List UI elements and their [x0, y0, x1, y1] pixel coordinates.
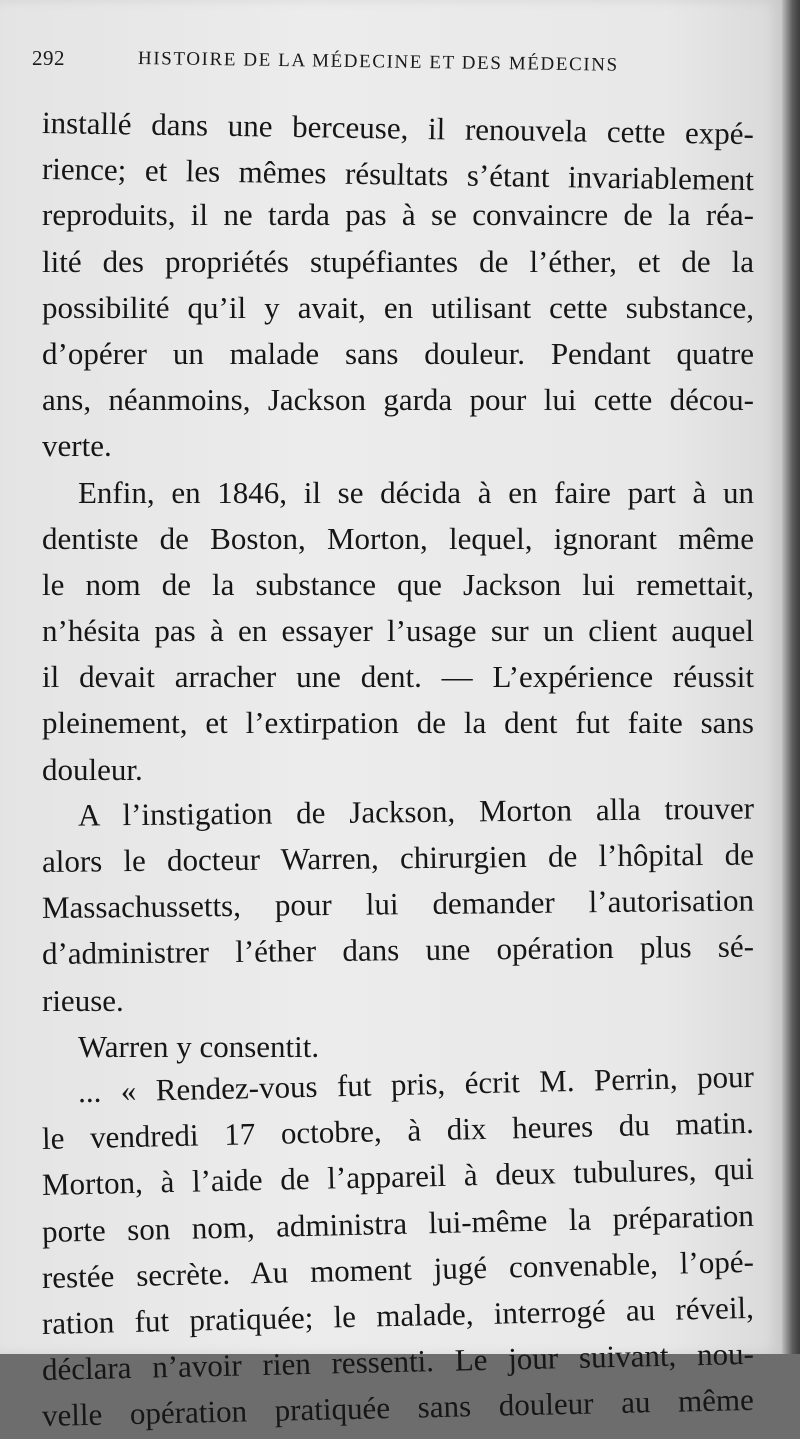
- text-line: porte son nom, administra lui-même la préparation: [41, 1197, 755, 1249]
- text-line: rieuse.: [42, 982, 124, 1018]
- text-line: velle opération pratiquée sans douleur au même: [41, 1382, 755, 1434]
- text-line: alors le docteur Warren, chirurgien de l’hôpital de: [41, 836, 755, 879]
- text-line: Morton, à l’aide de l’appareil à deux tubulures, qui: [41, 1151, 755, 1203]
- text-line: possibilité qu’il y avait, en utilisant cette substance,: [42, 289, 754, 325]
- text-line: installé dans une berceuse, il renouvela cette expé-: [41, 105, 755, 152]
- text-line: pleinement, et l’extirpation de la dent fut faite sans: [42, 705, 754, 741]
- text-line: ration fut pratiquée; le malade, interrogé au réveil,: [41, 1289, 755, 1341]
- text-line: Massachussetts, pour lui demander l’autorisation: [41, 882, 755, 926]
- text-line: d’opérer un malade sans douleur. Pendant quatre: [42, 335, 754, 371]
- text-line: n’hésita pas à en essayer l’usage sur un client auquel: [42, 613, 754, 649]
- text-line: d’administrer l’éther dans une opération plus sé-: [41, 928, 755, 972]
- text-line: ans, néanmoins, Jackson garda pour lui cette décou-: [42, 382, 754, 418]
- text-line: Enfin, en 1846, il se décida à en faire part à un: [78, 474, 754, 510]
- text-line: A l’instigation de Jackson, Morton alla trouver: [77, 790, 755, 833]
- text-line: le nom de la substance que Jackson lui remettait,: [42, 566, 754, 602]
- running-title: HISTOIRE DE LA MÉDECINE ET DES MÉDECINS: [137, 48, 619, 76]
- text-line: déclara n’avoir rien ressenti. Le jour suivant, nou-: [41, 1335, 755, 1388]
- text-line: reproduits, il ne tarda pas à se convaincre de la réa-: [42, 197, 754, 233]
- page-number: 292: [32, 46, 65, 70]
- text-line: Warren y consentit.: [78, 1028, 320, 1064]
- page-edge-shadow: [782, 0, 800, 1354]
- running-head: [32, 38, 672, 78]
- text-line: lité des propriétés stupéfiantes de l’éther, et de la: [42, 243, 754, 279]
- text-line: le vendredi 17 octobre, à dix heures du matin.: [41, 1104, 755, 1157]
- text-line: dentiste de Boston, Morton, lequel, ignorant même: [42, 520, 754, 556]
- text-line: douleur.: [42, 751, 143, 787]
- text-line: restée secrète. Au moment jugé convenable, l’opé-: [41, 1243, 755, 1295]
- text-line: verte.: [42, 428, 112, 464]
- text-line: ... « Rendez-vous fut pris, écrit M. Perrin, pour: [77, 1058, 755, 1110]
- text-line: rience; et les mêmes résultats s’étant invariablement: [41, 151, 755, 198]
- body-text: [42, 100, 754, 1439]
- text-line: il devait arracher une dent. — L’expérience réussit: [42, 659, 754, 695]
